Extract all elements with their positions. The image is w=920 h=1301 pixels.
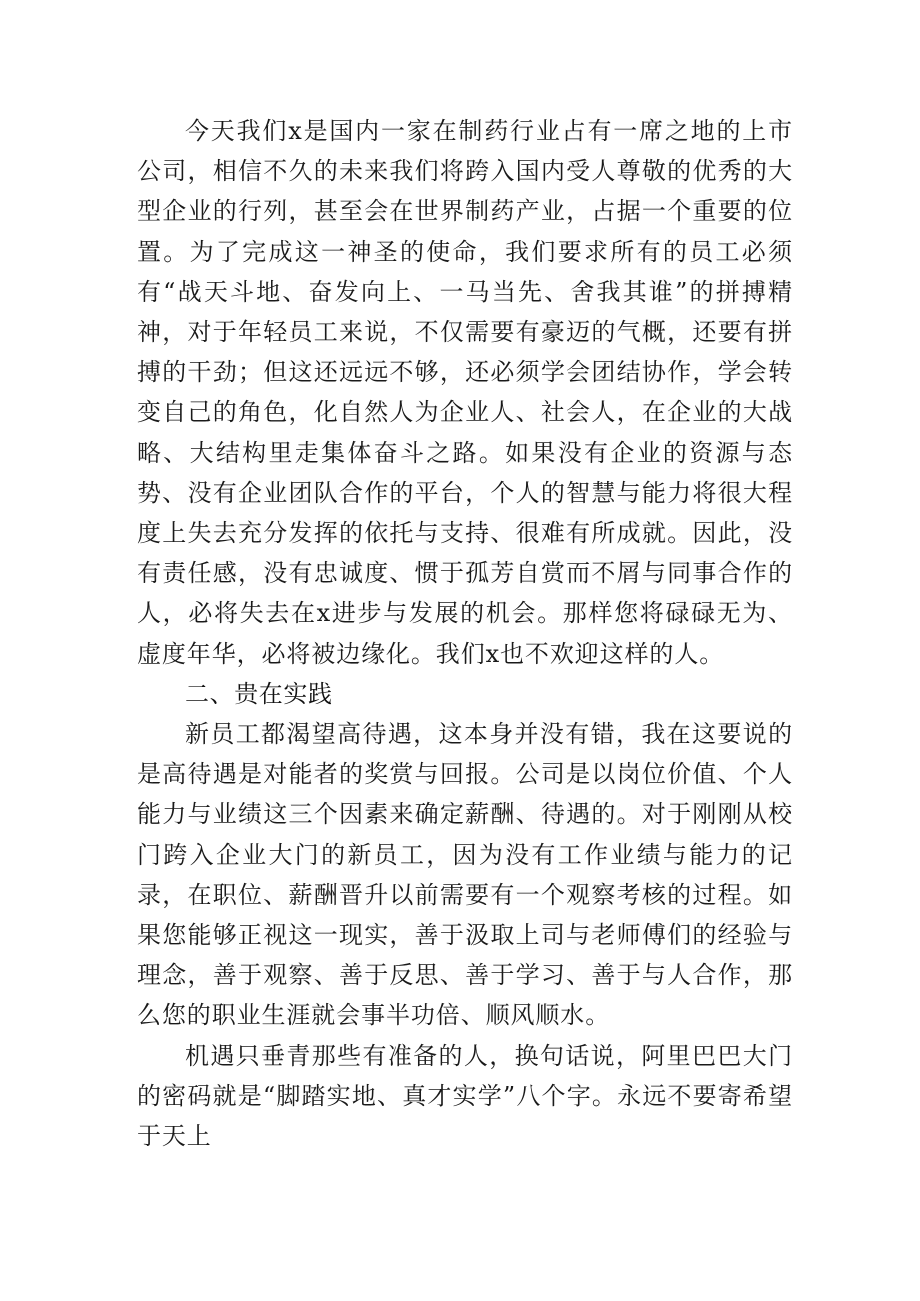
paragraph-opportunity: 机遇只垂青那些有准备的人，换句话说，阿里巴巴大门的密码就是“脚踏实地、真才实学”八个字。永远不要寄希望于天上	[137, 1041, 793, 1151]
paragraph-compensation: 新员工都渴望高待遇，这本身并没有错，我在这要说的是高待遇是对能者的奖赏与回报。公司是以岗位价值、个人能力与业绩这三个因素来确定薪酬、待遇的。对于刚刚从校门跨入企业大门的新员工，因为没有工作业绩与能力的记录，在职位、薪酬晋升以前需要有一个观察考核的过程。如果您能够正视这一现实，善于汲取上司与老师傅们的经验与理念，善于观察、善于反思、善于学习、善于与人合作，那么您的职业生涯就会事半功倍、顺风顺水。	[137, 720, 793, 1030]
document-body	[137, 111, 793, 1156]
paragraph-mission: 今天我们x是国内一家在制药行业占有一席之地的上市公司，相信不久的未来我们将跨入国内受人尊敬的优秀的大型企业的行列，甚至会在世界制药产业，占据一个重要的位置。为了完成这一神圣的使命，我们要求所有的员工必须有“战天斗地、奋发向上、一马当先、舍我其谁”的拼搏精神，对于年轻员工来说，不仅需要有豪迈的气概，还要有拼搏的干劲；但这还远远不够，还必须学会团结协作，学会转变自己的角色，化自然人为企业人、社会人，在企业的大战略、大结构里走集体奋斗之路。如果没有企业的资源与态势、没有企业团队合作的平台，个人的智慧与能力将很大程度上失去充分发挥的依托与支持、很难有所成就。因此，没有责任感，没有忠诚度、惯于孤芳自赏而不屑与同事合作的人，必将失去在x进步与发展的机会。那样您将碌碌无为、虚度年华，必将被边缘化。我们x也不欢迎这样的人。	[137, 117, 793, 668]
section-heading-practice: 二、贵在实践	[185, 679, 333, 708]
